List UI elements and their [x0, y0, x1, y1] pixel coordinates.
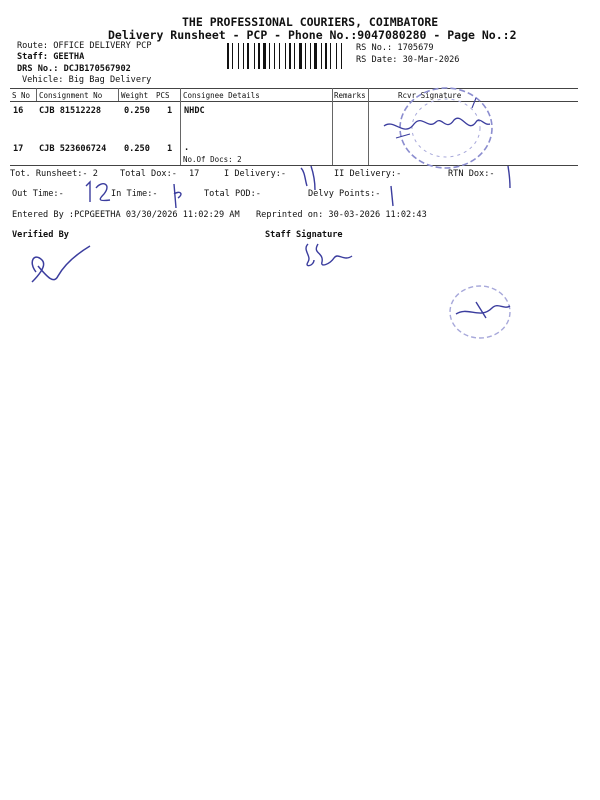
verifier-signature: [24, 242, 94, 292]
route-label: Route: OFFICE DELIVERY PCP: [17, 41, 152, 51]
i-delivery-label: I Delivery:-: [224, 169, 287, 179]
row-consignee: NHDC: [184, 106, 205, 116]
barcode-bar: [310, 43, 311, 69]
barcode-bar: [250, 43, 253, 69]
barcode-bar: [312, 43, 313, 69]
barcode-bar: [294, 43, 295, 69]
barcode-bar: [258, 43, 260, 69]
col-header-pcs: PCS: [156, 91, 170, 100]
row-pcs: 1: [167, 106, 173, 116]
barcode-bar: [256, 43, 257, 69]
col-divider: [36, 88, 37, 101]
reprinted-on: Reprinted on: 30-03-2026 11:02:43: [256, 210, 427, 220]
barcode-bar: [325, 43, 327, 69]
company-title: THE PROFESSIONAL COURIERS, COIMBATORE: [182, 15, 439, 29]
drs-number: DRS No.: DCJB170567902: [17, 64, 131, 74]
rs-number: RS No.: 1705679: [356, 43, 434, 53]
staff-signature: [300, 236, 360, 276]
barcode-bar: [332, 43, 335, 69]
office-stamp: [446, 284, 516, 344]
row-weight: 0.250: [124, 144, 150, 154]
col-divider: [332, 88, 333, 165]
tot-runsheet: Tot. Runsheet:- 2: [10, 169, 98, 179]
barcode-bar: [263, 43, 266, 69]
row-consignee: .: [184, 143, 190, 153]
barcode-bar: [230, 43, 231, 69]
barcode-bar: [338, 43, 340, 69]
barcode-bar: [243, 43, 244, 69]
barcode-bar: [227, 43, 229, 69]
barcode-bar: [323, 43, 324, 69]
out-time-label: Out Time:-: [12, 189, 64, 199]
barcode-bar: [303, 43, 304, 69]
barcode-bar: [240, 43, 242, 69]
barcode-bar: [234, 43, 237, 69]
barcode-bar: [328, 43, 329, 69]
barcode-bar: [343, 43, 344, 69]
entered-by: Entered By :PCPGEETHA 03/30/2026 11:02:29 AM: [12, 210, 240, 220]
barcode-bar: [321, 43, 322, 69]
barcode-bar: [307, 43, 309, 69]
barcode-bar: [336, 43, 337, 69]
handwritten-mark: [295, 162, 325, 192]
row-sno: 17: [13, 144, 24, 154]
handwritten-mark: [82, 180, 122, 206]
row-pcs: 1: [167, 144, 173, 154]
col-header-consignee: Consignee Details: [183, 91, 260, 100]
barcode: [227, 43, 352, 69]
handwritten-mark: [500, 164, 520, 190]
barcode-bar: [267, 43, 268, 69]
in-time-label: In Time:-: [111, 189, 158, 199]
total-dox-label: Total Dox:-: [120, 169, 177, 179]
ii-delivery-label: II Delivery:-: [334, 169, 402, 179]
col-divider: [180, 88, 181, 165]
barcode-bar: [269, 43, 270, 69]
barcode-bar: [341, 43, 342, 69]
runsheet-subtitle: Delivery Runsheet - PCP - Phone No.:9047080280 - Page No.:2: [108, 28, 517, 42]
barcode-bar: [289, 43, 291, 69]
row-consignment: CJB 81512228: [39, 106, 102, 116]
delvy-points-label: Delvy Points:-: [308, 189, 381, 199]
barcode-bar: [296, 43, 298, 69]
barcode-bar: [279, 43, 280, 69]
barcode-bar: [285, 43, 286, 69]
handwritten-mark: [385, 184, 399, 208]
receiver-stamp: [376, 86, 526, 176]
rs-date: RS Date: 30-Mar-2026: [356, 55, 460, 65]
handwritten-mark: [168, 182, 188, 212]
verified-by: Verified By: [12, 230, 69, 240]
barcode-bar: [245, 43, 246, 69]
vehicle-label: Vehicle: Big Bag Delivery: [22, 75, 152, 85]
barcode-bar: [276, 43, 278, 69]
barcode-bar: [274, 43, 275, 69]
barcode-bar: [330, 43, 331, 69]
barcode-bar: [292, 43, 293, 69]
barcode-bar: [314, 43, 317, 69]
col-divider: [368, 88, 369, 165]
col-header-consignment: Consignment No: [39, 91, 103, 100]
barcode-bar: [318, 43, 320, 69]
rtn-dox-label: RTN Dox:-: [448, 169, 495, 179]
row-sno: 16: [13, 106, 24, 116]
total-pod-label: Total POD:-: [204, 189, 261, 199]
barcode-bar: [247, 43, 249, 69]
col-header-sno: S No: [12, 91, 31, 100]
no-of-docs: No.Of Docs: 2: [183, 155, 242, 164]
col-divider: [118, 88, 119, 101]
row-consignment: CJB 523606724: [39, 144, 107, 154]
barcode-bar: [271, 43, 273, 69]
barcode-bar: [254, 43, 255, 69]
barcode-bar: [232, 43, 233, 69]
col-header-weight: Weight: [121, 91, 149, 100]
barcode-bar: [281, 43, 284, 69]
barcode-bar: [305, 43, 306, 69]
col-header-remarks: Remarks: [334, 91, 366, 100]
barcode-bar: [287, 43, 288, 69]
total-dox-value: 17: [189, 169, 200, 179]
barcode-bar: [238, 43, 239, 69]
barcode-bar: [299, 43, 302, 69]
row-weight: 0.250: [124, 106, 150, 116]
staff-label: Staff: GEETHA: [17, 52, 85, 62]
staff-signature-label: Staff Signature: [265, 230, 343, 240]
barcode-bar: [261, 43, 262, 69]
col-header-signature: Rcvr Signature: [398, 91, 462, 100]
